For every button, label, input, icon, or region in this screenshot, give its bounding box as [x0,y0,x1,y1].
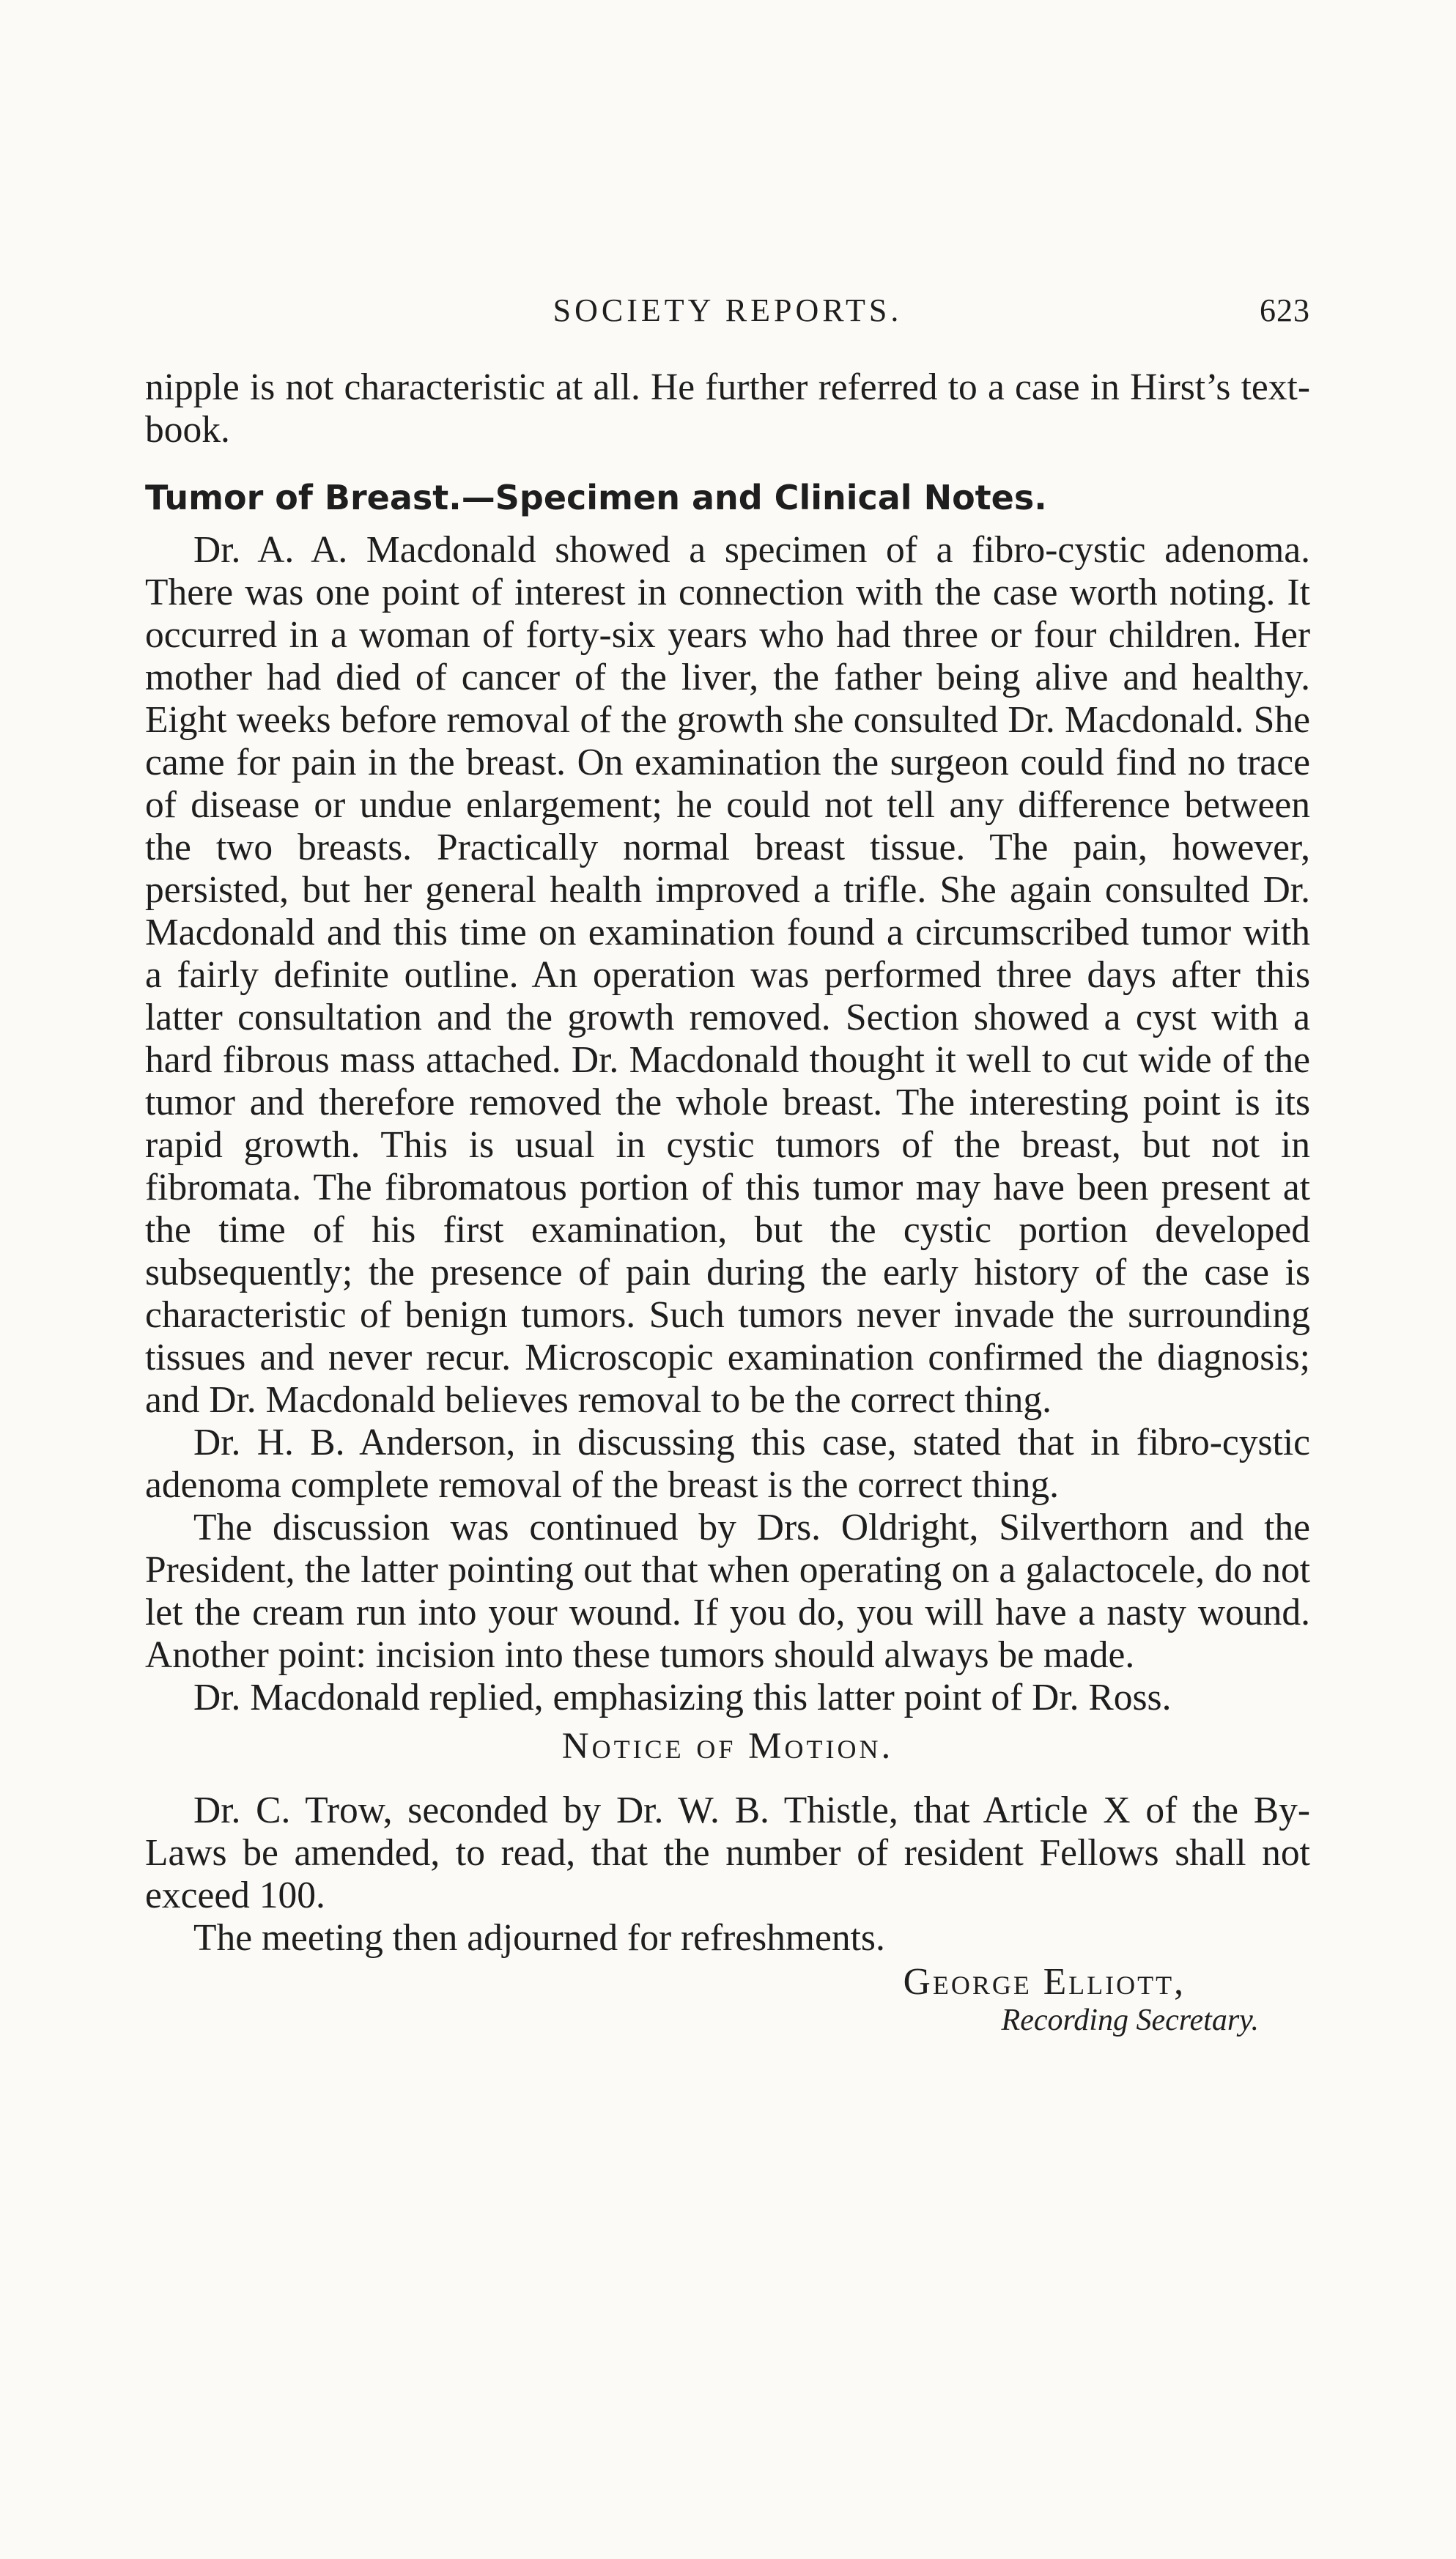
paragraph: Dr. C. Trow, seconded by Dr. W. B. Thistle, that Article X of the By-Laws be amended, to read, that the number of resident Fellows shall not exceed 100. [145,1790,1310,1916]
paragraph-continuation: nipple is not characteristic at all. He further referred to a case in Hirst’s text-book. [145,366,1310,451]
body-text [145,366,1310,2037]
paragraph: Dr. H. B. Anderson, in discussing this case, stated that in fibro-cystic adenoma complete removal of the breast is the correct thing. [145,1422,1310,1506]
running-title: SOCIETY REPORTS. [553,292,903,328]
paragraph: Dr. Macdonald replied, emphasizing this latter point of Dr. Ross. [193,1677,1172,1718]
paragraph: The discussion was continued by Drs. Oldright, Silverthorn and the President, the latter pointing out that when operating on a galactocele, do not let the cream run into your wound. If you do, you will have a nasty wound. Another point: incision into these tumors should always be made. [145,1507,1310,1676]
page-number: 623 [1260,292,1310,328]
paragraph: Dr. A. A. Macdonald showed a specimen of a fibro-cystic adenoma. There was one point of interest in connection with the case worth noting. It occurred in a woman of forty-six years who had three or four children. Her mother had died of cancer of the liver, the father being alive and healthy. Eight weeks before removal of the growth she consulted Dr. Macdonald. She came for pain in the breast. On examination the surgeon could find no trace of disease or undue enlargement; he could not tell any difference between the two breasts. Practically normal breast tissue. The pain, however, persisted, but her general health improved a trifle. She again consulted Dr. Macdonald and this time on examination found a circumscribed tumor with a fairly definite outline. An operation was performed three days after this latter consultation and the growth removed. Section showed a cyst with a hard fibrous mass attached. Dr. Macdonald thought it well to cut wide of the tumor and therefore removed the whole breast. The interesting point is its rapid growth. This is usual in cystic tumors of the breast, but not in fibromata. The fibromatous portion of this tumor may have been present at the time of his first examination, but the cystic portion developed subsequently; the presence of pain during the early history of the case is characteristic of benign tumors. Such tumors never invade the surrounding tissues and never recur. Microscopic examination confirmed the diagnosis; and Dr. Macdonald believes removal to be the correct thing. [145,529,1310,1421]
notice-heading: Notice of Motion. [561,1726,894,1767]
signature-name: George Elliott, [903,1961,1186,2003]
section-heading: Tumor of Breast.—Specimen and Clinical Notes. [145,478,1047,517]
paragraph: The meeting then adjourned for refreshments. [193,1917,885,1959]
page-header [145,292,1310,336]
signature-title: Recording Secretary. [1001,2004,1259,2037]
